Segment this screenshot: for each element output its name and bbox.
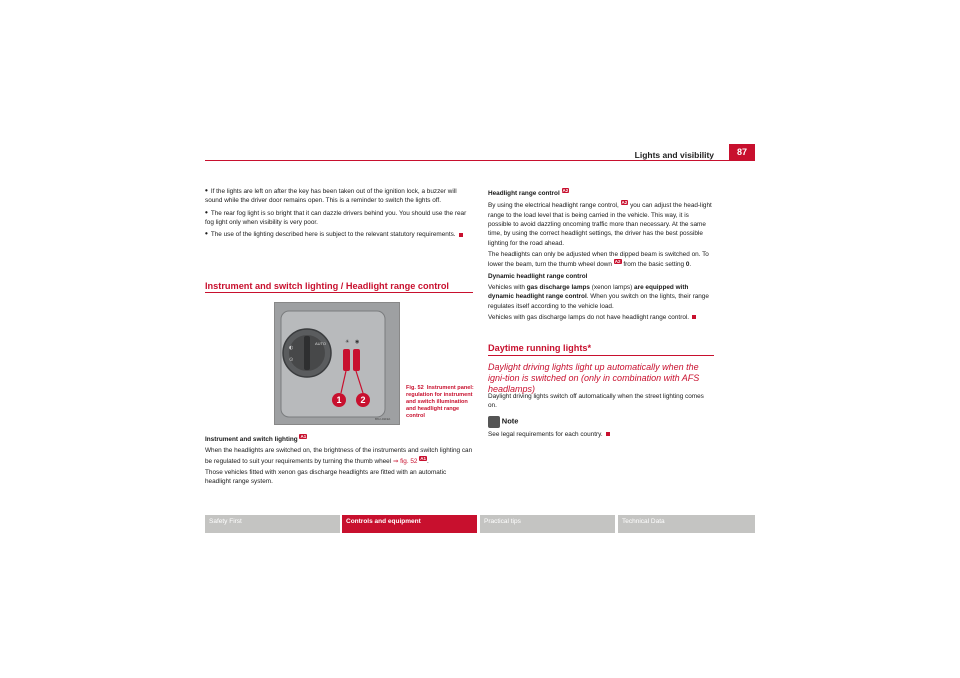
note-icon [488,416,500,428]
paragraph: When the headlights are switched on, the brightness of the instruments and switch lighting can be regulated to suit your requirements by turning the thumb wheel ⇒ fig. 52 A1. [205,447,473,465]
section-heading: Daytime running lights* [488,343,592,353]
section-rule [488,355,714,356]
page-header-title: Lights and visibility [634,150,714,160]
bullet-item: • If the lights are left on after the key has been taken out of the ignition lock, a buzzer will sound while the driver door remains open. This is a reminder to switch the lights off. [205,186,473,206]
daytime-lights-section [488,392,714,441]
svg-text:B6U-0119A: B6U-0119A [375,417,391,421]
note-heading: Note [488,416,714,428]
figure-caption: Fig. 52 Instrument panel: regulation for instrument and switch illumination and headlight range control [406,385,474,419]
section-rule [205,292,473,293]
bullet-item: • The use of the lighting described here is subject to the relevant statutory requirements. [205,229,473,239]
figure-instrument-panel [274,302,400,425]
left-column [205,186,473,241]
end-mark-icon [692,315,696,319]
light-switch-illustration [275,303,399,424]
header-divider [205,160,729,161]
svg-text:2: 2 [360,395,366,405]
paragraph: By using the electrical headlight range control, A2 you can adjust the head-light range to the load level that is being carried in the vehicle. This way, it is possible to avoid dazzling oncoming traffic more than necessary. At the same time, by using the correct headlight settings, the driver has the best possible lighting for the road ahead. [488,200,712,247]
svg-text:◉: ◉ [355,339,360,345]
bullet-item: • The rear fog light is so bright that it can dazzle drivers behind you. You should use the rear fog light only when visibility is very poor. [205,208,473,228]
svg-text:AUTO: AUTO [315,341,327,346]
svg-text:☀: ☀ [345,339,350,345]
instrument-lighting-section [205,434,473,489]
note-text: See legal requirements for each country. [488,430,714,439]
sub-heading: Headlight range control A2 [488,188,569,198]
page-number: 87 [729,144,755,161]
svg-text:1: 1 [336,395,342,405]
right-column [488,188,714,324]
end-mark-icon [606,432,610,436]
footer-tab-controls-and-equipment[interactable]: Controls and equipment [342,515,477,533]
paragraph: Those vehicles fitted with xenon gas discharge headlights are fitted with an automatic headlight range system. [205,469,447,486]
sub-heading: Dynamic headlight range control [488,272,588,280]
section-heading: Instrument and switch lighting / Headlight range control [205,281,449,291]
paragraph: The headlights can only be adjusted when the dipped beam is switched on. To lower the beam, turn the thumb wheel down A2 from the basic setting 0. [488,251,709,269]
footer-tab-technical-data[interactable]: Technical Data [618,515,755,533]
end-mark-icon [459,233,463,237]
footer-tab-practical-tips[interactable]: Practical tips [480,515,615,533]
svg-text:◐: ◐ [289,345,294,351]
section-subheading: Daylight driving lights light up automatically when the igni-tion is switched on (only in combination with AFS headlamps) [488,362,700,394]
footer-tab-safety-first[interactable]: Safety First [205,515,340,533]
paragraph: Vehicles with gas discharge lamps (xenon lamps) are equipped with dynamic headlight range control. When you switch on the lights, their range regulates itself according to the vehicle load. [488,284,709,310]
figure-link[interactable]: ⇒ fig. 52 [392,457,418,465]
svg-text:⊙: ⊙ [289,357,294,363]
paragraph: Vehicles with gas discharge lamps do not have headlight range control. [488,313,714,322]
sub-heading: Instrument and switch lighting A1 [205,434,307,444]
paragraph: Daylight driving lights switch off automatically when the street lighting comes on. [488,393,704,410]
